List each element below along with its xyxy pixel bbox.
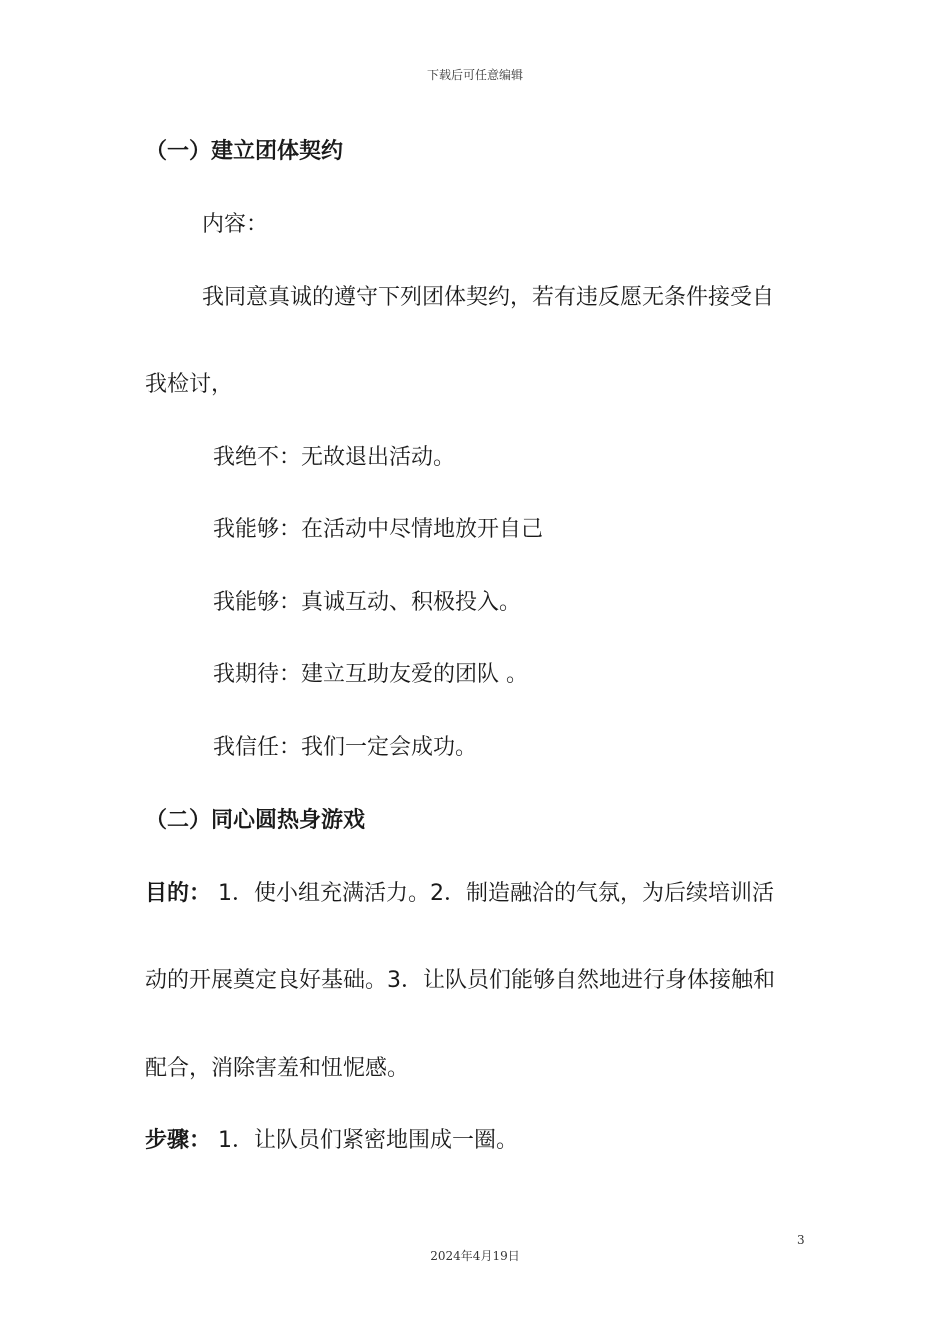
purpose-label: 目的： <box>145 881 212 906</box>
page-header: 下载后可任意编辑 <box>426 68 523 82</box>
page-number: 3 <box>797 1233 805 1247</box>
purpose-line-2: 动的开展奠定良好基础。3．让队员们能够自然地进行身体接触和 <box>145 968 775 993</box>
purpose-line-3: 配合，消除害羞和忸怩感。 <box>145 1056 410 1081</box>
pledge-item: 我能够：真诚互动、积极投入。 <box>213 590 522 615</box>
footer-date: 2024年4月19日 <box>430 1249 520 1263</box>
section2-title: （二）同心圆热身游戏 <box>145 808 366 833</box>
purpose-line-1 <box>145 879 774 909</box>
steps-label: 步骤： <box>145 1128 212 1153</box>
pledge-item: 我期待：建立互助友爱的团队 。 <box>213 662 528 687</box>
steps-line-1 <box>145 1126 518 1156</box>
section1-title: （一）建立团体契约 <box>145 139 344 164</box>
pledge-line-1: 我同意真诚的遵守下列团体契约，若有违反愿无条件接受自 <box>202 285 775 310</box>
steps-text: 1．让队员们紧密地围成一圈。 <box>211 1128 519 1153</box>
pledge-item: 我绝不：无故退出活动。 <box>213 445 456 470</box>
content-label: 内容： <box>202 212 269 237</box>
pledge-item: 我信任：我们一定会成功。 <box>213 735 478 760</box>
pledge-line-2: 我检讨， <box>145 372 234 397</box>
purpose-text: 1．使小组充满活力。2．制造融洽的气氛，为后续培训活 <box>211 881 775 906</box>
pledge-item: 我能够：在活动中尽情地放开自己 <box>213 517 544 542</box>
